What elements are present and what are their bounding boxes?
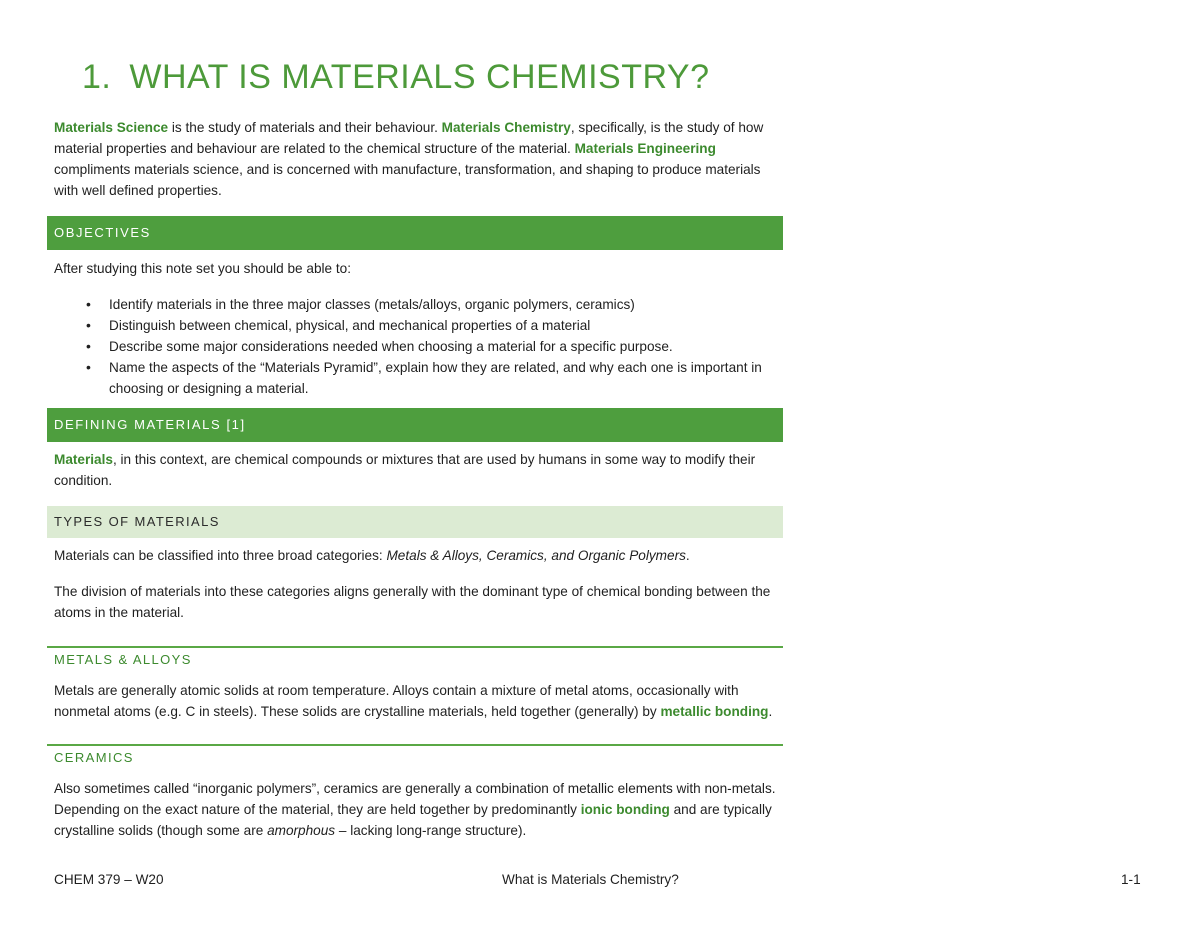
footer-page-number: 1-1: [1121, 872, 1141, 887]
defining-paragraph: [54, 449, 784, 491]
metals-paragraph: [54, 680, 784, 722]
types-paragraph-1: [54, 545, 784, 566]
footer-chapter-title: What is Materials Chemistry?: [502, 872, 679, 887]
keyword-materials-science: Materials Science: [54, 120, 169, 135]
subsection-heading-types: TYPES OF MATERIALS: [47, 506, 783, 538]
types-text-end: .: [685, 548, 690, 563]
footer-course: CHEM 379 – W20: [54, 872, 164, 887]
keyword-materials-engineering: Materials Engineering: [574, 141, 716, 156]
bullet-icon: •: [86, 338, 91, 354]
list-item-text: Name the aspects of the “Materials Pyramid”, explain how they are related, and why each one is important in choosing or designing a material.: [109, 360, 762, 396]
ceramics-amorphous: amorphous: [267, 823, 336, 838]
keyword-materials-chemistry: Materials Chemistry: [441, 120, 571, 135]
bullet-icon: •: [86, 317, 91, 333]
types-text-1: Materials can be classified into three broad categories:: [54, 548, 387, 563]
intro-text-3: compliments materials science, and is concerned with manufacture, transformation, and shaping to produce materials with well defined properties.: [54, 162, 761, 198]
list-item: [54, 357, 784, 399]
objectives-lead: After studying this note set you should be able to:: [54, 261, 351, 276]
page-title: [82, 58, 710, 97]
intro-text-2: , specifically, is the study of how material properties and behaviour are related to the chemical structure of the material.: [54, 120, 764, 156]
ceramics-text-3: – lacking long-range structure).: [335, 823, 527, 838]
objectives-list: [54, 294, 784, 399]
list-item: [54, 315, 784, 336]
types-paragraph-2: The division of materials into these categories aligns generally with the dominant type of chemical bonding between the atoms in the material.: [54, 584, 771, 620]
chapter-title: WHAT IS MATERIALS CHEMISTRY?: [129, 58, 710, 96]
ceramics-text-1: Also sometimes called “inorganic polymers”, ceramics are generally a combination of metallic elements with non-metals. Depending on the exact nature of the material, they are held together by predominantly: [54, 781, 776, 817]
keyword-materials: Materials: [54, 452, 113, 467]
metals-text: Metals are generally atomic solids at room temperature. Alloys contain a mixture of metal atoms, occasionally with nonmetal atoms (e.g. C in steels). These solids are crystalline materials, held together (generally) by: [54, 683, 739, 719]
list-item-text: Distinguish between chemical, physical, and mechanical properties of a material: [109, 318, 591, 333]
list-item-text: Describe some major considerations needed when choosing a material for a specific purpose.: [109, 339, 673, 354]
list-item-text: Identify materials in the three major classes (metals/alloys, organic polymers, ceramics): [109, 297, 635, 312]
intro-text-1: is the study of materials and their behaviour.: [168, 120, 442, 135]
section-heading-objectives: OBJECTIVES: [47, 216, 783, 250]
subheading-ceramics: CERAMICS: [47, 744, 783, 765]
keyword-ionic-bonding: ionic bonding: [580, 802, 670, 817]
types-categories: Metals & Alloys, Ceramics, and Organic Polymers: [386, 548, 686, 563]
section-heading-defining-materials: DEFINING MATERIALS [1]: [47, 408, 783, 442]
list-item: [54, 336, 784, 357]
bullet-icon: •: [86, 296, 91, 312]
list-item: [54, 294, 784, 315]
metals-text-end: .: [768, 704, 773, 719]
defining-text: , in this context, are chemical compounds or mixtures that are used by humans in some way to modify their condition.: [54, 452, 756, 488]
keyword-metallic-bonding: metallic bonding: [660, 704, 769, 719]
bullet-icon: •: [86, 359, 91, 375]
ceramics-text-2: and are typically crystalline solids (though some are: [54, 802, 772, 838]
chapter-number: 1.: [82, 58, 112, 96]
ceramics-paragraph: [54, 778, 784, 841]
intro-paragraph: [54, 117, 784, 201]
subheading-metals-alloys: METALS & ALLOYS: [47, 646, 783, 667]
